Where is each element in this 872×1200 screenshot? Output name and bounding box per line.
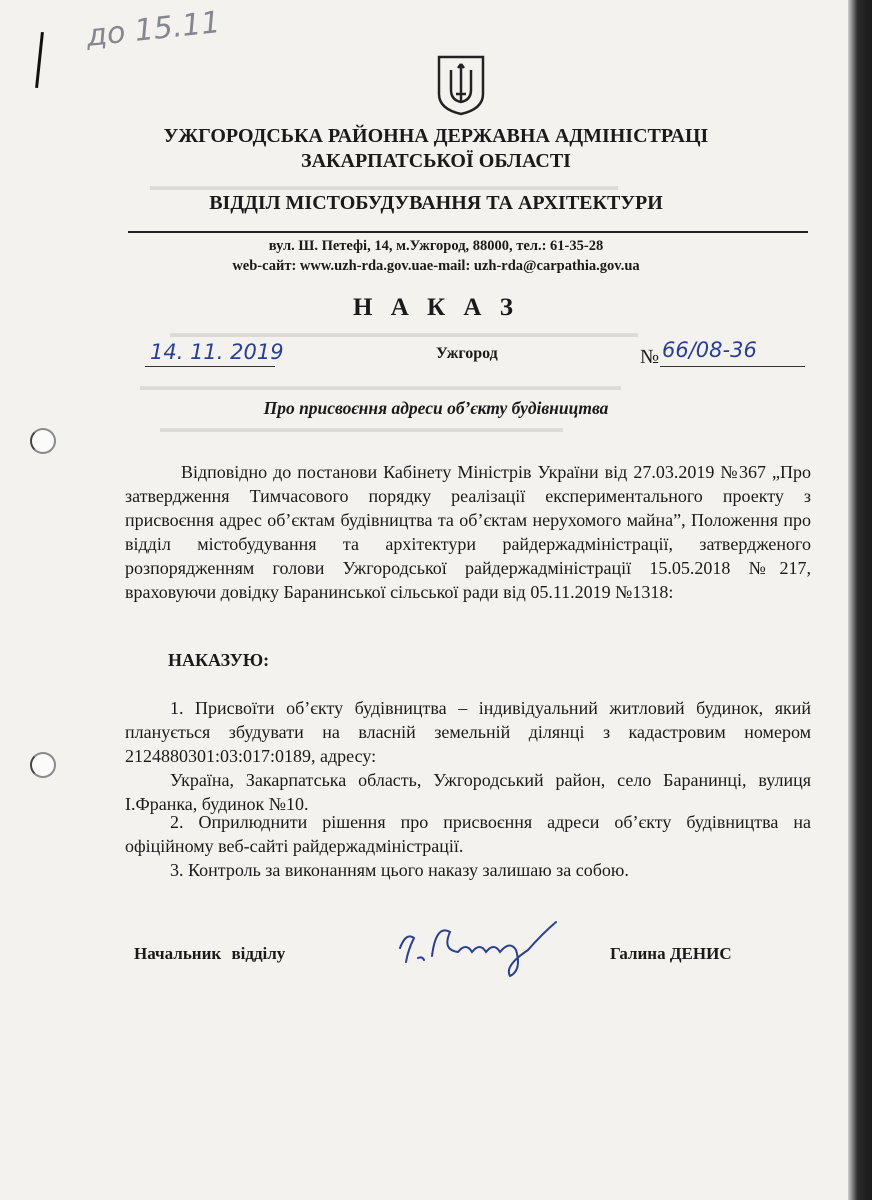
number-label: № xyxy=(640,346,660,368)
signatory-name: Галина ДЕНИС xyxy=(610,944,732,963)
handwritten-signature xyxy=(392,910,582,980)
issue-city: Ужгород xyxy=(436,345,498,362)
bleed-through-text: ▬▬▬▬▬▬▬▬▬▬▬▬▬▬▬▬▬▬▬▬▬▬▬▬▬▬▬▬▬▬▬ xyxy=(160,420,563,435)
date-underline xyxy=(145,366,275,367)
postal-address: вул. Ш. Петефі, 14, м.Ужгород, 88000, тел.: 61-35-28 xyxy=(268,238,604,254)
organization-name: УЖГОРОДСЬКА РАЙОННА ДЕРЖАВНА АДМІНІСТРАЦІ xyxy=(163,125,709,147)
handwritten-margin-stroke xyxy=(35,32,44,88)
web-contacts: web-сайт: www.uzh-rda.gov.uae-mail: uzh-rda@carpathia.gov.ua xyxy=(232,258,640,274)
department-name: ВІДДІЛ МІСТОБУДУВАННЯ ТА АРХІТЕКТУРИ xyxy=(209,192,663,214)
scanner-page-edge xyxy=(848,0,872,1200)
punch-hole xyxy=(30,752,56,778)
bleed-through-text: ▬▬▬▬▬▬▬▬▬▬▬▬▬▬▬▬▬▬▬▬▬▬▬▬▬▬▬▬▬▬▬▬▬▬▬▬▬ xyxy=(140,378,621,393)
coat-of-arms-icon xyxy=(436,54,486,116)
order-item-3: 3. Контроль за виконанням цього наказу залишаю за собою. xyxy=(170,860,629,880)
number-underline xyxy=(660,366,805,367)
handwritten-order-number: 66/08-36 xyxy=(662,338,757,362)
preamble-paragraph: Відповідно до постанови Кабінету Міністрів України від 27.03.2019 №367 „Про затвердження Тимчасового порядку реалізації експериментального проекту з присвоєння адрес об’єктам будівництва та об’єктам нерухомого майна”, Положення про відділ містобудування та архітектури райдержадміністрації, затвердженого розпорядженням голови Ужгородської райдержадміністрації 15.05.2018 №217, враховуючи довідку Баранинської сільської ради від 05.11.2019 №1318: xyxy=(125,462,811,602)
document-title: Н А К А З xyxy=(353,294,519,321)
handwritten-margin-note: до 15.11 xyxy=(84,5,222,54)
order-item-2: 2. Оприлюднити рішення про присвоєння адреси об’єкту будівництва на офіційному веб-сайті райдержадміністрації. xyxy=(125,812,811,856)
order-keyword: НАКАЗУЮ: xyxy=(168,650,270,670)
bleed-through-text: ▬▬▬▬▬▬▬▬▬▬▬▬▬▬▬▬▬▬▬▬▬▬▬▬▬▬▬▬▬▬▬▬▬▬▬▬ xyxy=(150,178,618,193)
order-item-1: 1. Присвоїти об’єкту будівництва – індивідуальний житловий будинок, який планується збудувати на власній земельній ділянці з кадастровим номером 2124880301:03:017:0189, адресу: xyxy=(125,698,811,766)
document-subject: Про присвоєння адреси об’єкту будівництва xyxy=(263,398,609,418)
punch-hole xyxy=(30,428,56,454)
header-divider xyxy=(128,231,808,233)
handwritten-date: 14. 11. 2019 xyxy=(150,340,284,364)
signatory-role: Начальник відділу xyxy=(134,944,286,963)
organization-region: ЗАКАРПАТСЬКОЇ ОБЛАСТІ xyxy=(301,150,571,172)
assigned-address: Україна, Закарпатська область, Ужгородський район, село Баранинці, вулиця І.Франка, будинок №10. xyxy=(125,770,811,814)
bleed-through-text: ▬▬▬▬▬▬▬▬▬▬▬▬▬▬▬▬▬▬▬▬▬▬▬▬▬▬▬▬▬▬▬▬▬▬▬▬ xyxy=(170,325,638,340)
